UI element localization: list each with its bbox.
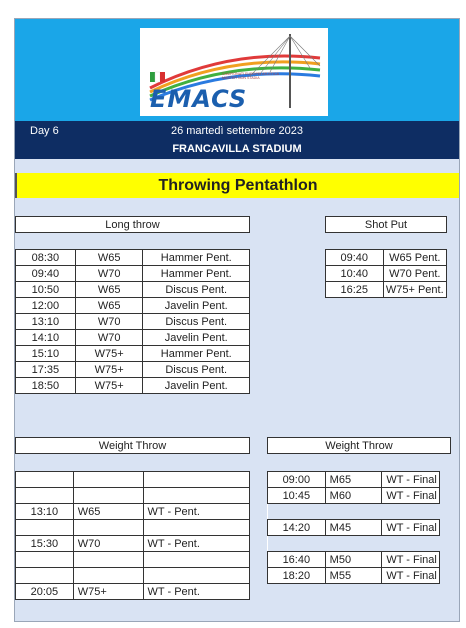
day-label: Day 6 — [30, 125, 59, 137]
table-row — [16, 362, 250, 378]
table-row — [16, 536, 250, 552]
logo-subtext: CAMPIONATI EUROPEI ATLETICA MASTER NON STADIA — [222, 72, 279, 80]
table-row — [16, 282, 250, 298]
shot-put-table — [325, 249, 447, 298]
cell-time — [16, 568, 74, 584]
cell-event: WT - Final — [382, 568, 440, 584]
cell-category: M55 — [325, 568, 382, 584]
table-row — [268, 552, 440, 568]
cell-category — [73, 568, 143, 584]
cell-time: 13:10 — [16, 314, 76, 330]
cell-event: Discus Pent. — [143, 282, 250, 298]
cell-time — [16, 552, 74, 568]
cell-event: Hammer Pent. — [143, 266, 250, 282]
cell-category: M45 — [325, 520, 382, 536]
cell-event: Javelin Pent. — [143, 330, 250, 346]
cell-event: WT - Final — [382, 472, 440, 488]
cell-event: WT - Pent. — [143, 504, 249, 520]
weight-throw-right-table — [267, 471, 440, 584]
weight-throw-right-header: Weight Throw — [267, 437, 451, 454]
cell-category: W70 — [75, 314, 143, 330]
cell-event — [143, 552, 249, 568]
cell-category: W65 — [75, 250, 143, 266]
cell-time: 14:20 — [268, 520, 326, 536]
cell-event: Discus Pent. — [143, 362, 250, 378]
cell-event: Discus Pent. — [143, 314, 250, 330]
cell-category: W70 — [75, 266, 143, 282]
cell-event: W65 Pent. — [383, 250, 446, 266]
cell-category: W70 — [75, 330, 143, 346]
cell-category — [73, 488, 143, 504]
table-row — [16, 250, 250, 266]
table-row — [268, 568, 440, 584]
cell-event — [143, 488, 249, 504]
table-row — [16, 472, 250, 488]
cell-time: 18:50 — [16, 378, 76, 394]
cell-time: 13:10 — [16, 504, 74, 520]
cell-time: 09:40 — [16, 266, 76, 282]
long-throw-table — [15, 249, 250, 394]
cell-time: 16:25 — [326, 282, 384, 298]
table-row — [16, 488, 250, 504]
table-row — [268, 488, 440, 504]
table-row — [16, 520, 250, 536]
table-row — [16, 378, 250, 394]
cell-category: W75+ — [73, 584, 143, 600]
cell-event — [382, 536, 440, 552]
weight-throw-left-header: Weight Throw — [15, 437, 250, 454]
cell-time: 20:05 — [16, 584, 74, 600]
stadium-label: FRANCAVILLA STADIUM — [172, 143, 302, 155]
cell-event: W70 Pent. — [383, 266, 446, 282]
table-row — [16, 346, 250, 362]
cell-event: WT - Final — [382, 520, 440, 536]
cell-event: Hammer Pent. — [143, 250, 250, 266]
date-label: 26 martedì settembre 2023 — [170, 125, 304, 137]
cell-category: W65 — [75, 282, 143, 298]
cell-category: W75+ — [75, 362, 143, 378]
cell-time: 18:20 — [268, 568, 326, 584]
cell-time: 12:00 — [16, 298, 76, 314]
table-row — [16, 330, 250, 346]
cell-event: Javelin Pent. — [143, 298, 250, 314]
table-row — [16, 298, 250, 314]
table-row — [326, 250, 447, 266]
table-row — [268, 472, 440, 488]
long-throw-header: Long throw — [15, 216, 250, 233]
table-row — [16, 584, 250, 600]
cell-time: 17:35 — [16, 362, 76, 378]
cell-time: 09:40 — [326, 250, 384, 266]
table-row — [268, 536, 440, 552]
table-row — [16, 504, 250, 520]
table-row — [16, 568, 250, 584]
table-row — [326, 266, 447, 282]
cell-event — [382, 504, 440, 520]
cell-time: 10:45 — [268, 488, 326, 504]
cell-event: WT - Pent. — [143, 536, 249, 552]
table-row — [16, 314, 250, 330]
cell-category: W65 — [73, 504, 143, 520]
cell-time: 14:10 — [16, 330, 76, 346]
cell-event: WT - Pent. — [143, 584, 249, 600]
cell-category — [73, 520, 143, 536]
cell-time: 10:50 — [16, 282, 76, 298]
cell-event: Javelin Pent. — [143, 378, 250, 394]
cell-event: Hammer Pent. — [143, 346, 250, 362]
cell-event — [143, 568, 249, 584]
cell-time — [16, 520, 74, 536]
table-row — [326, 282, 447, 298]
table-row — [16, 266, 250, 282]
cell-category: M50 — [325, 552, 382, 568]
cell-time: 16:40 — [268, 552, 326, 568]
emacs-logo — [140, 28, 328, 116]
shot-put-header: Shot Put — [325, 216, 447, 233]
cell-event: W75+ Pent. — [383, 282, 446, 298]
cell-time — [16, 472, 74, 488]
cell-event: WT - Final — [382, 552, 440, 568]
cell-category: W70 — [73, 536, 143, 552]
cell-category: M65 — [325, 472, 382, 488]
cell-time — [268, 536, 326, 552]
cell-event — [143, 472, 249, 488]
cell-time: 09:00 — [268, 472, 326, 488]
logo-text: EMACS — [150, 85, 248, 113]
page-title: Throwing Pentathlon — [15, 173, 459, 198]
cell-category — [325, 504, 382, 520]
cell-time: 10:40 — [326, 266, 384, 282]
cell-time — [268, 504, 326, 520]
table-row — [16, 552, 250, 568]
cell-time: 15:10 — [16, 346, 76, 362]
cell-category — [73, 472, 143, 488]
cell-time — [16, 488, 74, 504]
cell-category: M60 — [325, 488, 382, 504]
cell-category: W75+ — [75, 346, 143, 362]
table-row — [268, 504, 440, 520]
weight-throw-left-table — [15, 471, 250, 600]
cell-category: W65 — [75, 298, 143, 314]
cell-event: WT - Final — [382, 488, 440, 504]
cell-category — [73, 552, 143, 568]
cell-time: 08:30 — [16, 250, 76, 266]
info-bar — [15, 121, 459, 159]
cell-category: W75+ — [75, 378, 143, 394]
table-row — [268, 520, 440, 536]
cell-event — [143, 520, 249, 536]
cell-time: 15:30 — [16, 536, 74, 552]
cell-category — [325, 536, 382, 552]
